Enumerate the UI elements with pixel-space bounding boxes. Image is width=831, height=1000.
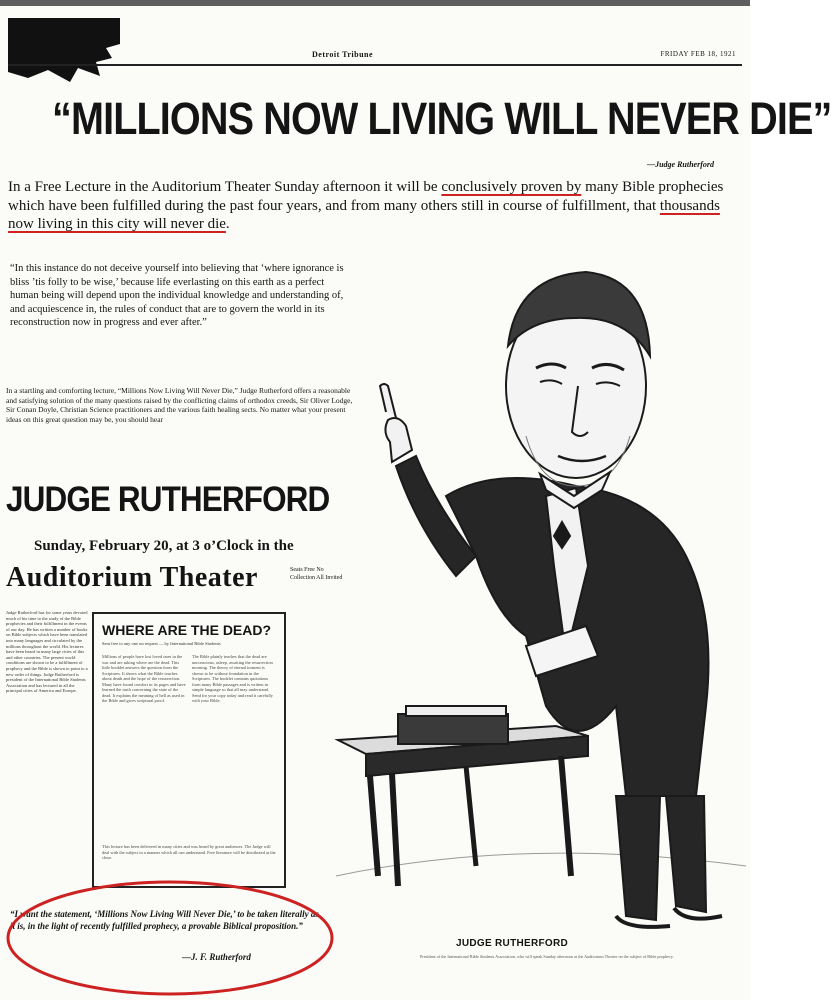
headline: “MILLIONS NOW LIVING WILL NEVER DIE” bbox=[52, 93, 831, 144]
sidebar-column-1: Millions of people have lost loved ones in the war and are asking where are the dead. This little booklet answers the question from the Scriptures. It shows what the Bible teaches about death and the hope of the resurrection. Many have found comfort in its pages and have learned the truth concerning the state of the dead. It explains the meaning of hell as used in the Bible and gives scriptural proof. bbox=[102, 654, 186, 703]
event-venue: Auditorium Theater bbox=[6, 562, 258, 593]
sidebar-title: WHERE ARE THE DEAD? bbox=[102, 622, 272, 638]
illustration-subcaption: President of the International Bible Students Association, who will speak Sunday afternoon at the Auditorium Theater on the subject of Bible prophecy. bbox=[420, 954, 674, 959]
judge-illustration bbox=[326, 236, 750, 936]
speaker-name: JUDGE RUTHERFORD bbox=[6, 480, 330, 519]
closing-quote: “I want the statement, ‘Millions Now Living Will Never Die,’ to be taken literally as it is, in the light of recently fulfilled prophecy, a provable Biblical proposition.” bbox=[10, 909, 319, 931]
lecture-promo: In a startling and comforting lecture, “Millions Now Living Will Never Die,” Judge Rutherford offers a reasonable and satisfying solution of the many questions raised by the conflicting claims of orthodox creeds, Sir Oliver Lodge, Sir Conan Doyle, Christian Science practitioners and the various faith healing sects. No matter what your present ideas on this great question may be, you should hear bbox=[6, 386, 353, 424]
seats-note: Seats Free No Collection All Invited bbox=[290, 567, 343, 581]
event-date: Sunday, February 20, at 3 o’Clock in the bbox=[34, 538, 294, 554]
top-rule bbox=[8, 64, 742, 66]
window-top-bar bbox=[0, 0, 750, 6]
intro-paragraph bbox=[8, 178, 726, 234]
sidebar-column-2: The Bible plainly teaches that the dead are unconscious, asleep, awaiting the resurrection morning. The theory of eternal torment is shown to be without foundation in the Scriptures. The booklet contains quotations from many Bible passages and is written in simple language so that all may understand. Send for your copy today and read it carefully with your Bible. bbox=[192, 654, 273, 703]
intro-text-1: In a Free Lecture in the Auditorium Theater Sunday afternoon it will be bbox=[8, 179, 442, 195]
red-annotation-circle bbox=[0, 872, 340, 1000]
masthead: Detroit Tribune bbox=[312, 50, 374, 59]
masthead-date: FRIDAY FEB 18, 1921 bbox=[660, 50, 736, 58]
closing-signature: —J. F. Rutherford bbox=[182, 952, 251, 962]
torn-corner-blot bbox=[8, 18, 120, 82]
headline-byline: —Judge Rutherford bbox=[647, 160, 714, 169]
left-column-text: Judge Rutherford has for some years devoted much of his time to the study of the Bible prophecies and their fulfillment in the events of our day. He has written a number of books on Bible subjects which have been translated into many languages and circulated by the millions throughout the world. His lectures have been heard in many large cities of this and other countries. The present world conditions are shown to be a fulfillment of prophecy and the Bible is shown to point to a new order of things. Judge Rutherford is president of the International Bible Students Association and has lectured in all the principal cities of America and Europe. bbox=[6, 610, 88, 694]
intro-highlight-2: thousands now living in this city will never die bbox=[8, 197, 720, 232]
intro-highlight-1: conclusively proven by bbox=[441, 179, 582, 195]
sidebar-footer: This lecture has been delivered in many cities and was heard by great audiences. The Judge will deal with the subject in a manner which all can understand. Free literature will be distributed at the close. bbox=[102, 844, 276, 860]
illustration-caption: JUDGE RUTHERFORD bbox=[456, 938, 569, 949]
intro-text-2: many Bible prophecies which have been fulfilled during the past four years, and from many others still in course of fulfillment, that bbox=[8, 179, 724, 214]
where-are-the-dead-box bbox=[92, 612, 286, 888]
intro-text-3: . bbox=[225, 216, 230, 232]
sidebar-subtitle: Sent free to any one on request — by International Bible Students bbox=[102, 641, 221, 646]
ignorance-quote: “In this instance do not deceive yourself into believing that ‘where ignorance is bliss ’tis folly to be wise,’ because life everlasting on this earth as a perfect human being will depend upon the individual knowledge and understanding of, and acquiescence in, the rules of conduct that are to govern the world in its reconstruction now in progress and ever after.” bbox=[10, 263, 344, 328]
